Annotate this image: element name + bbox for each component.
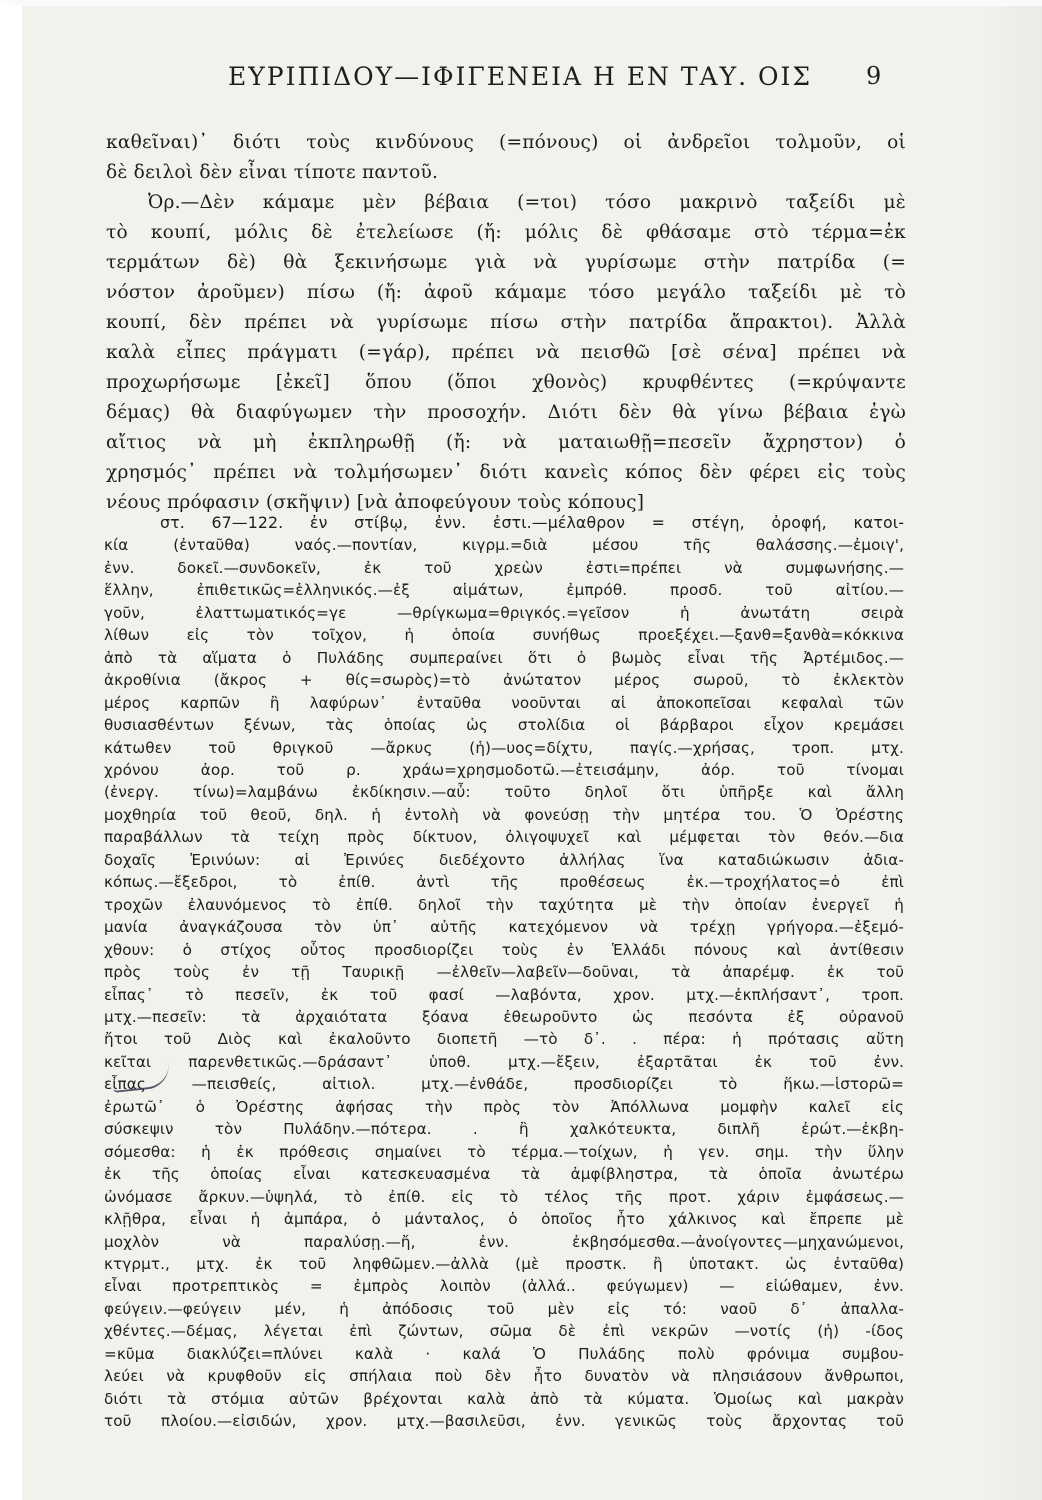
line-notes	[104, 512, 904, 1433]
note-line: παραβάλλων τὰ τείχη πρὸς δίκτυον, ὀλιγοψυχεῖ καὶ μέμφεται τὸν θεόν.—δια	[104, 828, 904, 847]
page-number: 9	[866, 62, 882, 90]
note-line: πρὸς τοὺς ἐν τῇ Ταυρικῇ —ἐλθεῖν—λαβεῖν—δοῦναι, τὰ ἀπαρέμφ. ἐκ τοῦ	[104, 963, 904, 982]
page-header	[0, 58, 1042, 102]
note-line: ἐκ τῆς ὁποίας εἶναι κατεσκευασμένα τὰ ἀμφίβληστρα, τὰ ὁποῖα ἀνωτέρω	[104, 1165, 904, 1184]
note-line: κεῖται παρενθετικῶς.—δράσαντ᾿ ὑποθ. μτχ.—ἔξειν, ἐξαρτᾶται ἐκ τοῦ ἐνν.	[104, 1052, 904, 1071]
note-line: τοῦ πλοίου.—εἰσιδών, χρον. μτχ.—βασιλεῦσι, ἐνν. γενικῶς τοὺς ἄρχοντας τοῦ	[104, 1412, 904, 1431]
note-line: εἶπας᾿ τὸ πεσεῖν, ἐκ τοῦ φασί —λαβόντα, χρον. μτχ.—ἐκπλήσαντ᾿, τροπ.	[104, 985, 904, 1004]
note-line: χρόνου ἀορ. τοῦ ρ. χράω=χρησμοδοτῶ.—ἐτεισάμην, ἀόρ. τοῦ τίνομαι	[104, 760, 904, 779]
commentary-line: καλὰ εἶπες πράγματι (=γάρ), πρέπει νὰ πεισθῶ [σὲ σένα] πρέπει νὰ	[106, 342, 906, 363]
note-line: κία (ἐνταῦθα) ναός.—ποντίαν, κιγρμ.=διὰ μέσου τῆς θαλάσσης.—ἐμοιγ',	[104, 536, 904, 555]
commentary-line: χρησμός᾿ πρέπει νὰ τολμήσωμεν᾿ διότι κανεὶς κόπος δὲν φέρει εἰς τοὺς	[106, 462, 906, 483]
commentary-line: κουπί, δὲν πρέπει νὰ γυρίσωμε πίσω στὴν πατρίδα ἄπρακτοι). Ἀλλὰ	[106, 312, 906, 333]
note-line: τροχῶν ἐλαυνόμενος τὸ ἐπίθ. δηλοῖ τὴν ταχύτητα μὲ τὴν ὁποίαν ἐνεργεῖ ἡ	[104, 895, 904, 914]
note-line: δοχαῖς Ἐρινύων: αἱ Ἐρινύες διεδέχοντο ἀλλήλας ἵνα καταδιώκωσιν ἀδια-	[104, 850, 904, 869]
note-line: εἶπας —πεισθείς, αἰτιολ. μτχ.—ἐνθάδε, προσδιορίζει τὸ ἥκω.—ἱστορῶ=	[104, 1075, 904, 1094]
note-line: εἶναι προτρεπτικὸς = ἐμπρὸς λοιπὸν (ἀλλά.. φεύγωμεν) — εἰώθαμεν, ἐνν.	[104, 1277, 904, 1296]
note-line: χθουν: ὁ στίχος οὗτος προσδιορίζει τοὺς ἐν Ἑλλάδι πόνους καὶ ἀντίθεσιν	[104, 940, 904, 959]
note-line: λεύει νὰ κρυφθοῦν εἰς σπήλαια ποὺ δὲν ἦτο δυνατὸν νὰ πλησιάσουν ἄνθρωποι,	[104, 1367, 904, 1386]
note-line: σύσκεψιν τὸν Πυλάδην.—πότερα. . ἢ χαλκότευκτα, διπλῆ ἐρώτ.—ἐκβη-	[104, 1120, 904, 1139]
commentary-line: Ὀρ.—Δὲν κάμαμε μὲν βέβαια (=τοι) τόσο μακρινὸ ταξείδι μὲ	[148, 192, 906, 213]
commentary-line: νόστον ἀροῦμεν) πίσω (ἤ: ἀφοῦ κάμαμε τόσο μεγάλο ταξείδι μὲ τὸ	[106, 282, 906, 303]
note-line: κόπως.—ἔξεδροι, τὸ ἐπίθ. ἀντὶ τῆς προθέσεως ἐκ.—τροχήλατος=ὁ ἐπὶ	[104, 873, 904, 892]
commentary-line: προχωρήσωμε [ἐκεῖ] ὅπου (ὅποι χθονὸς) κρυφθέντες (=κρύψαντε	[106, 372, 906, 393]
note-line: φεύγειν.—φεύγειν μέν, ἡ ἀπόδοσις τοῦ μὲν εἰς τό: ναοῦ δ᾿ ἀπαλλα-	[104, 1299, 904, 1318]
note-line: μανία ἀναγκάζουσα τὸν ὑπ᾿ αὐτῆς κατεχόμενον νὰ τρέχῃ γρήγορα.—ἐξεμό-	[104, 918, 904, 937]
note-line: διότι τὰ στόμια αὐτῶν βρέχονται καλὰ ἀπὸ τὰ κύματα. Ὁμοίως καὶ μακρὰν	[104, 1389, 904, 1408]
note-line: ἐνν. δοκεῖ.—συνδοκεῖν, ἐκ τοῦ χρεὼν ἐστι=πρέπει νὰ συμφωνήσης.—	[104, 558, 904, 577]
page-shadow	[982, 0, 1042, 1500]
note-line: ἐρωτῶ᾿ ὁ Ὀρέστης ἀφήσας τὴν πρὸς τὸν Ἀπόλλωνα μομφὴν καλεῖ εἰς	[104, 1097, 904, 1116]
note-line: μτχ.—πεσεῖν: τὰ ἀρχαιότατα ξόανα ἐθεωροῦντο ὡς πεσόντα ἐξ οὐρανοῦ	[104, 1007, 904, 1026]
note-line: ἀπὸ τὰ αἵματα ὁ Πυλάδης συμπεραίνει ὅτι ὁ βωμὸς εἶναι τῆς Ἀρτέμιδος.—	[104, 648, 904, 667]
note-line: ὠνόμασε ἄρκυν.—ὑψηλά, τὸ ἐπίθ. εἰς τὸ τέλος τῆς προτ. χάριν ἐμφάσεως.—	[104, 1187, 904, 1206]
commentary-line: τερμάτων δὲ) θὰ ξεκινήσωμε γιὰ νὰ γυρίσωμε στὴν πατρίδα (=	[106, 252, 906, 273]
commentary-line: καθεῖναι)᾿ διότι τοὺς κινδύνους (=πόνους) οἱ ἀνδρεῖοι τολμοῦν, οἱ	[106, 132, 906, 153]
note-line: ἀκροθίνια (ἄκρος + θίς=σωρὸς)=τὸ ἀνώτατον μέρος σωροῦ, τὸ ἐκλεκτὸν	[104, 671, 904, 690]
commentary-line: δέμας) θὰ διαφύγωμεν τὴν προσοχήν. Διότι δὲν θὰ γίνω βέβαια ἐγὼ	[106, 402, 906, 423]
note-line: κτγρμτ., μτχ. ἐκ τοῦ ληφθῶμεν.—ἀλλὰ (μὲ προστκ. ἢ ὑποτακτ. ὡς ἐνταῦθα)	[104, 1254, 904, 1273]
note-line: κλῇθρα, εἶναι ἡ ἀμπάρα, ὁ μάνταλος, ὁ ὁποῖος ἦτο χάλκινος καὶ ἔπρεπε μὲ	[104, 1210, 904, 1229]
note-line: (ἐνεργ. τίνω)=λαμβάνω ἐκδίκησιν.—αὖ: τοῦτο δηλοῖ ὅτι ὑπῆρξε καὶ ἄλλη	[104, 783, 904, 802]
note-line: μοχθηρία τοῦ θεοῦ, δηλ. ἡ ἐντολὴ νὰ φονεύσῃ τὴν μητέρα του. Ὁ Ὀρέστης	[104, 805, 904, 824]
note-line: κάτωθεν τοῦ θριγκοῦ —ἄρκυς (ἡ)—υος=δίχτυ, παγίς.—χρήσας, τροπ. μτχ.	[104, 738, 904, 757]
note-line: χθέντες.—δέμας, λέγεται ἐπὶ ζώντων, σῶμα δὲ ἐπὶ νεκρῶν —νοτίς (ἡ) -ίδος	[104, 1322, 904, 1341]
note-line: γοῦν, ἐλαττωματικός=γε —θρίγκωμα=θριγκός.=γεῖσον ἡ ἀνωτάτη σειρὰ	[104, 603, 904, 622]
running-title: ΕΥΡΙΠΙΔΟΥ—ΙΦΙΓΕΝΕΙΑ Η ΕΝ ΤΑΥ. ΟΙΣ	[228, 62, 813, 91]
commentary-line: τὸ κουπί, μόλις δὲ ἐτελείωσε (ἤ: μόλις δὲ φθάσαμε στὸ τέρμα=ἐκ	[106, 222, 906, 243]
note-line: ἤτοι τοῦ Διὸς καὶ ἐκαλοῦντο διοπετῆ —τὸ δ᾿. . πέρα: ἡ πρότασις αὕτη	[104, 1030, 904, 1049]
note-line: ἕλλην, ἐπιθετικῶς=ἑλληνικός.—ἐξ αἱμάτων, ἐμπρόθ. προσδ. τοῦ αἰτίου.—	[104, 581, 904, 600]
note-line: μοχλὸν νὰ παραλύσῃ.—ἤ, ἐνν. ἐκβησόμεσθα.—ἀνοίγοντες—μηχανώμενοι,	[104, 1232, 904, 1251]
commentary-line: δὲ δειλοὶ δὲν εἶναι τίποτε παντοῦ.	[106, 162, 439, 183]
note-line: θυσιασθέντων ξένων, τὰς ὁποίας ὡς στολίδια οἱ βάρβαροι εἶχον κρεμάσει	[104, 716, 904, 735]
note-line: στ. 67—122. ἐν στίβῳ, ἐνν. ἐστι.—μέλαθρον = στέγη, ὀροφή, κατοι-	[160, 513, 904, 532]
note-line: λίθων εἰς τὸν τοῖχον, ἡ ὁποία συνήθως προεξέχει.—ξανθ=ξανθὰ=κόκκινα	[104, 626, 904, 645]
commentary-line: αἴτιος νὰ μὴ ἐκπληρωθῇ (ἤ: νὰ ματαιωθῇ=πεσεῖν ἄχρηστον) ὁ	[106, 432, 906, 453]
translation-commentary	[106, 128, 906, 518]
note-line: σόμεσθα: ἡ ἐκ πρόθεσις σημαίνει τὸ τέρμα.—τοίχων, ἡ γεν. σημ. τὴν ὕλην	[104, 1142, 904, 1161]
note-line: μέρος καρπῶν ἢ λαφύρων᾿ ἐνταῦθα νοοῦνται αἱ ἀποκοπεῖσαι κεφαλαὶ τῶν	[104, 693, 904, 712]
note-line: =κῦμα διακλύζει=πλύνει καλὰ · καλά Ὁ Πυλάδης πολὺ φρόνιμα συμβου-	[104, 1344, 904, 1363]
commentary-line: νέους πρόφασιν (σκῆψιν) [νὰ ἀποφεύγουν τοὺς κόπους]	[106, 492, 645, 513]
